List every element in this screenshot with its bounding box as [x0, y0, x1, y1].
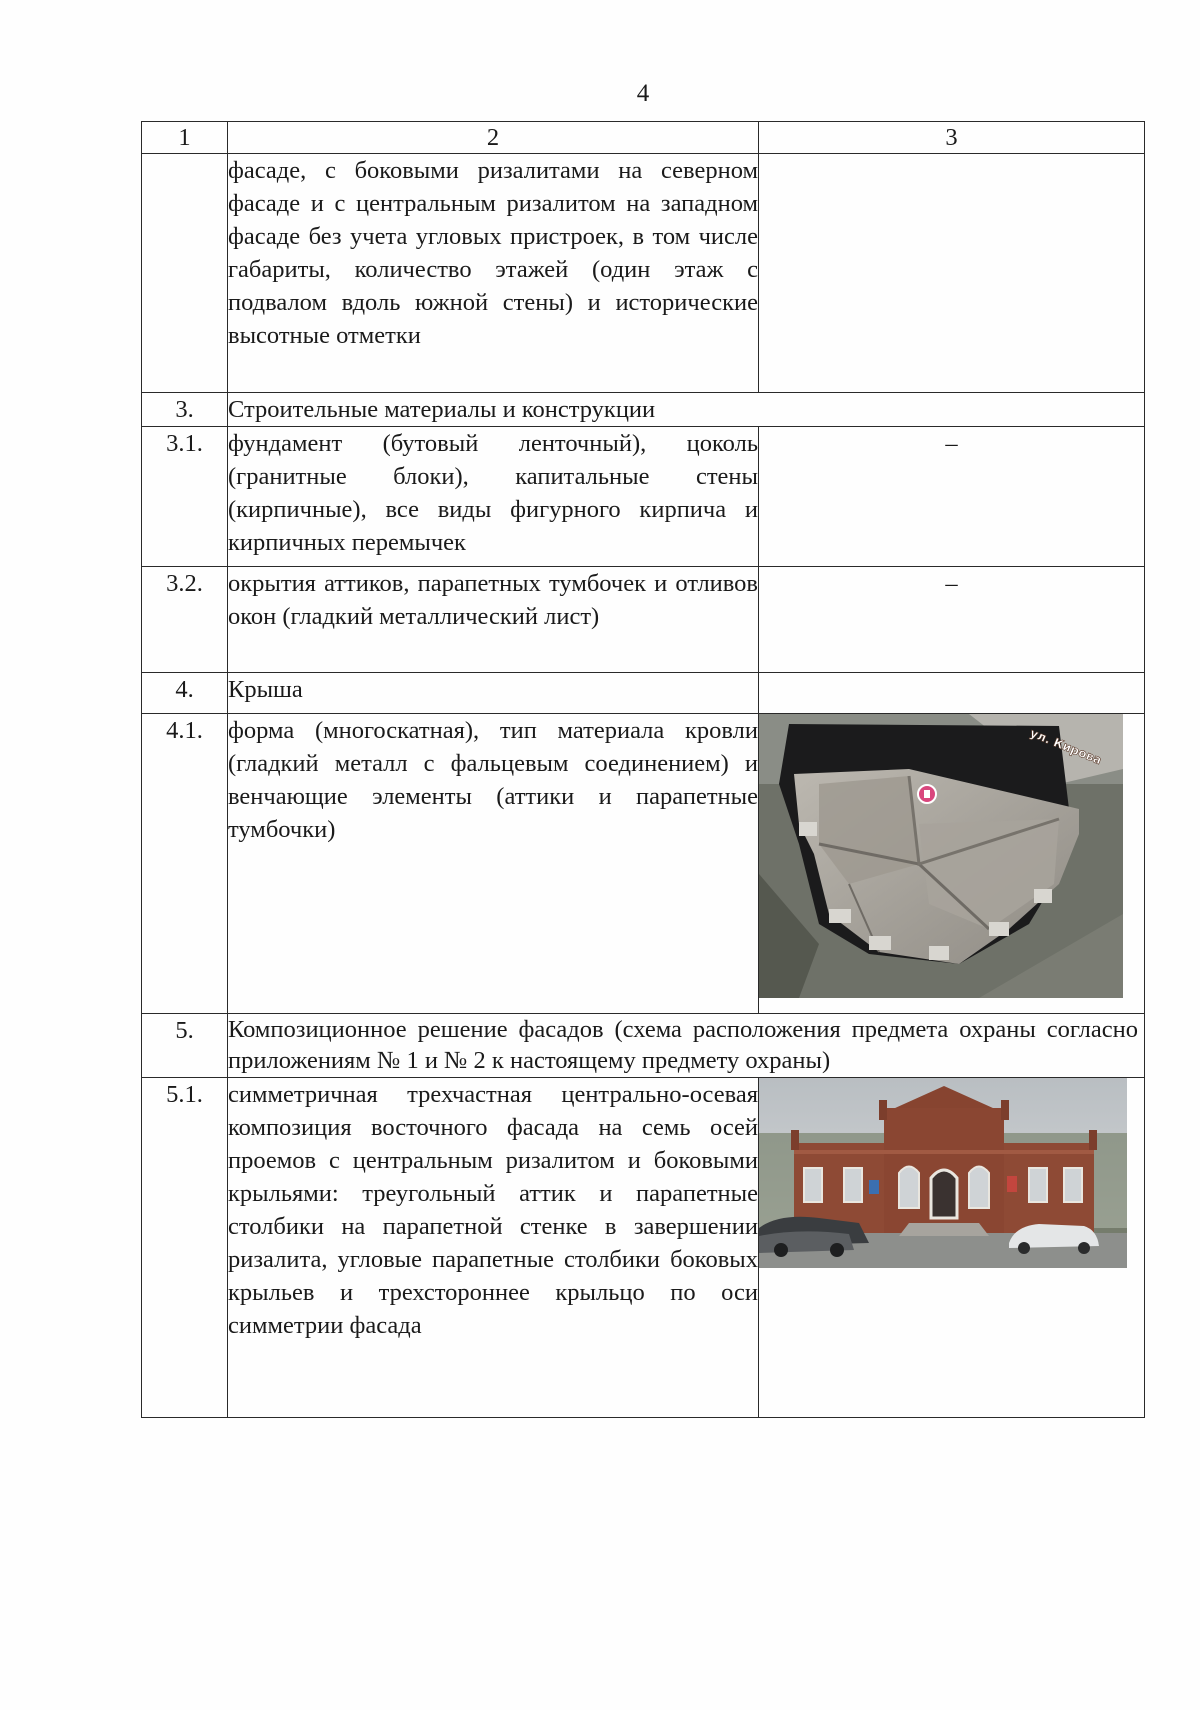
- column-header-3: 3: [759, 122, 1145, 154]
- row-text: фасаде, с боковыми ризалитами на северном фасаде и с центральным ризалитом на западном фасаде без учета угловых пристроек, в том числе габариты, количество этажей (один этаж с подвалом вдоль южной стены) и исторические высотные отметки: [228, 154, 759, 393]
- table-row: [142, 427, 1145, 567]
- row-text: окрытия аттиков, парапетных тумбочек и отливов окон (гладкий металлический лист): [228, 567, 759, 673]
- table-row: [142, 567, 1145, 673]
- section-title: Строительные материалы и конструкции: [228, 393, 1145, 427]
- row-number: 5.1.: [142, 1078, 228, 1418]
- table-row: [142, 1078, 1145, 1418]
- section-row: [142, 393, 1145, 427]
- roof-photo-cell: [759, 714, 1145, 1014]
- row-number: 3.1.: [142, 427, 228, 567]
- section-row: [142, 1014, 1145, 1078]
- column-header-1: 1: [142, 122, 228, 154]
- section-row: [142, 673, 1145, 714]
- row-text: форма (многоскатная), тип материала кровли (гладкий металл с фальцевым соединением) и венчающие элементы (аттики и парапетные тумбочки): [228, 714, 759, 1014]
- table-row: [142, 714, 1145, 1014]
- section-title: Композиционное решение фасадов (схема расположения предмета охраны согласно приложениям № 1 и № 2 к настоящему предмету охраны): [228, 1014, 1145, 1078]
- row-number: [142, 154, 228, 393]
- table-row: [142, 154, 1145, 393]
- row-col3: [759, 673, 1145, 714]
- row-col3: –: [759, 427, 1145, 567]
- column-header-2: 2: [228, 122, 759, 154]
- row-number: 3.2.: [142, 567, 228, 673]
- heritage-table: [141, 121, 1145, 1418]
- row-text: фундамент (бутовый ленточный), цоколь (гранитные блоки), капитальные стены (кирпичные), все виды фигурного кирпича и кирпичных перемычек: [228, 427, 759, 567]
- row-col3: –: [759, 567, 1145, 673]
- row-number: 5.: [142, 1014, 228, 1078]
- facade-photo-cell: [759, 1078, 1145, 1418]
- building-facade-photo: [759, 1078, 1127, 1268]
- section-title: Крыша: [228, 673, 759, 714]
- row-number: 4.: [142, 673, 228, 714]
- page-number: 4: [636, 80, 650, 107]
- row-number: 3.: [142, 393, 228, 427]
- header-row: [142, 122, 1145, 154]
- street-label: ул. Кирова: [1027, 725, 1104, 768]
- aerial-roof-photo: [759, 714, 1123, 998]
- row-number: 4.1.: [142, 714, 228, 1014]
- row-col3: [759, 154, 1145, 393]
- row-text: симметричная трехчастная центрально-осевая композиция восточного фасада на семь осей проемов с центральным ризалитом и боковыми крыльями: треугольный аттик и парапетные столбики на парапетной стенке в завершении ризалита, угловые парапетные столбики боковых крыльев и трехстороннее крыльцо по оси симметрии фасада: [228, 1078, 759, 1418]
